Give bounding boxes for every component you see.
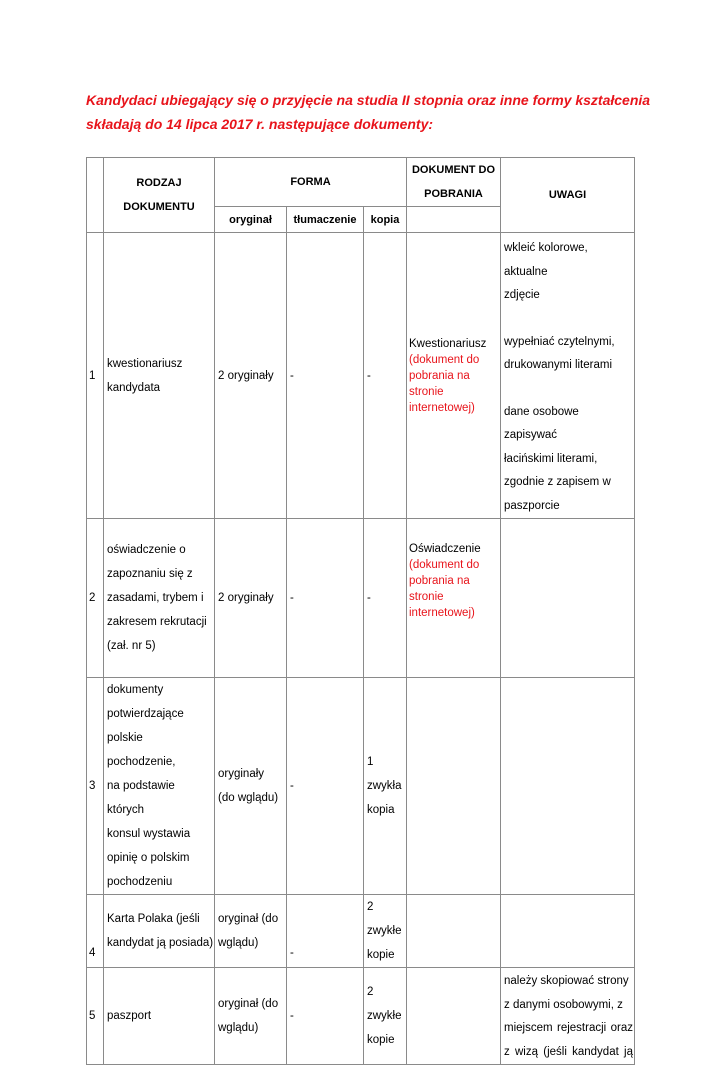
row-rodzaj: paszport [104, 968, 215, 1065]
rodzaj-line: zapoznaniu się z [107, 568, 193, 580]
row-rodzaj [104, 678, 215, 895]
table-row [87, 519, 635, 678]
row-oryginal [215, 968, 287, 1065]
heading-line-1: Kandydaci ubiegający się o przyjęcie na studia II stopnia oraz inne formy kształcenia [86, 92, 651, 108]
row-dokument [407, 895, 501, 968]
row-uwagi [501, 678, 635, 895]
dokument-title: Oświadczenie [409, 543, 481, 555]
rodzaj-line: potwierdzające [107, 708, 184, 720]
row-oryginal [215, 678, 287, 895]
oryginal-line: oryginał (do [218, 913, 279, 925]
kopia-line: 2 zwykłe [367, 986, 402, 1022]
rodzaj-line: Karta Polaka (jeśli [107, 913, 200, 925]
row-dokument [407, 519, 501, 678]
table-row [87, 678, 635, 895]
uwagi-line: zgodnie z zapisem w [504, 476, 611, 488]
rodzaj-line: dokumenty [107, 684, 164, 696]
rodzaj-line: kwestionariusz [107, 357, 183, 370]
row-kopia [364, 678, 407, 895]
header-uwagi: UWAGI [501, 158, 635, 233]
row-uwagi [501, 968, 635, 1065]
uwagi-line: z wizą (jeśli kandydat ją [504, 1045, 633, 1058]
header-number [87, 158, 104, 233]
oryginal-line: (do wglądu) [218, 792, 279, 804]
table-row [87, 233, 635, 519]
row-rodzaj [104, 233, 215, 519]
row-oryginal: 2 oryginały [215, 519, 287, 678]
row-oryginal: 2 oryginały [215, 233, 287, 519]
kopia-line: kopie [367, 1034, 395, 1046]
uwagi-line: miejscem rejestracji oraz [504, 1022, 633, 1034]
rodzaj-line: kandydata [107, 381, 161, 394]
rodzaj-line: pochodzeniu [107, 876, 173, 888]
header-rodzaj-line2: DOKUMENTU [123, 201, 195, 213]
uwagi-line: wypełniać czytelnymi, [504, 335, 615, 348]
header-kopia: kopia [364, 207, 407, 233]
rodzaj-line: (zał. nr 5) [107, 640, 156, 652]
oryginal-line: oryginał (do [218, 998, 279, 1010]
rodzaj-line: oświadczenie o [107, 544, 186, 556]
oryginal-line: wglądu) [218, 1022, 259, 1034]
uwagi-line: należy skopiować strony [504, 975, 629, 987]
row-number: 2 [87, 519, 104, 678]
header-oryginal: oryginał [215, 207, 287, 233]
row-kopia: - [364, 233, 407, 519]
rodzaj-line: zasadami, trybem i [107, 592, 204, 604]
rodzaj-line: kandydat ją posiada) [107, 937, 214, 949]
dokument-title: Kwestionariusz [409, 337, 487, 350]
row-tlumaczenie: - [287, 233, 364, 519]
rodzaj-line: polskie pochodzenie, [107, 732, 176, 768]
row-uwagi [501, 519, 635, 678]
row-kopia [364, 968, 407, 1065]
kopia-line: kopia [367, 804, 395, 816]
row-dokument [407, 968, 501, 1065]
row-dokument [407, 678, 501, 895]
uwagi-line: paszporcie [504, 499, 560, 512]
uwagi-line: drukowanymi literami [504, 359, 613, 371]
header-rodzaj-line1: RODZAJ [136, 177, 182, 189]
uwagi-line: dane osobowe zapisywać [504, 405, 579, 441]
dokument-note: (dokument do pobrania na stronie internetowej) [409, 559, 480, 619]
header-dokument-line1: DOKUMENT DO [411, 164, 496, 176]
row-rodzaj [104, 895, 215, 968]
row-oryginal [215, 895, 287, 968]
row-tlumaczenie: - [287, 895, 364, 968]
header-tlumaczenie: tłumaczenie [287, 207, 364, 233]
table-row [87, 895, 635, 968]
header-row-top [87, 158, 635, 207]
rodzaj-line: opinię o polskim [107, 852, 190, 864]
oryginal-line: oryginały [218, 768, 265, 780]
row-tlumaczenie: - [287, 968, 364, 1065]
row-dokument [407, 233, 501, 519]
uwagi-line: wkleić kolorowe, aktualne [504, 242, 588, 278]
row-tlumaczenie: - [287, 678, 364, 895]
header-forma: FORMA [215, 158, 407, 207]
row-uwagi [501, 233, 635, 519]
rodzaj-line: na podstawie których [107, 780, 175, 816]
row-tlumaczenie: - [287, 519, 364, 678]
row-number: 4 [87, 895, 104, 968]
header-rodzaj [104, 158, 215, 233]
uwagi-line: łacińskimi literami, [504, 452, 598, 465]
row-kopia [364, 895, 407, 968]
rodzaj-line: zakresem rekrutacji [107, 616, 207, 628]
oryginal-line: wglądu) [218, 937, 259, 949]
documents-table [86, 157, 635, 1065]
row-number: 3 [87, 678, 104, 895]
header-dokument [407, 158, 501, 207]
header-dokument-line2: POBRANIA [424, 188, 483, 200]
row-rodzaj [104, 519, 215, 678]
uwagi-line: z danymi osobowymi, z [504, 998, 623, 1011]
page-heading [86, 88, 651, 136]
kopia-line: 2 zwykłe [367, 901, 402, 937]
rodzaj-line: konsul wystawia [107, 828, 191, 840]
header-dokument-empty [407, 207, 501, 233]
table-row [87, 968, 635, 1065]
kopia-line: 1 zwykła [367, 756, 402, 792]
row-uwagi [501, 895, 635, 968]
row-number: 5 [87, 968, 104, 1065]
row-number: 1 [87, 233, 104, 519]
heading-line-2: składają do 14 lipca 2017 r. następujące dokumenty: [86, 116, 434, 132]
row-kopia: - [364, 519, 407, 678]
dokument-note: (dokument do pobrania na stronie internetowej) [409, 353, 480, 414]
kopia-line: kopie [367, 949, 395, 961]
uwagi-line: zdjęcie [504, 289, 540, 301]
